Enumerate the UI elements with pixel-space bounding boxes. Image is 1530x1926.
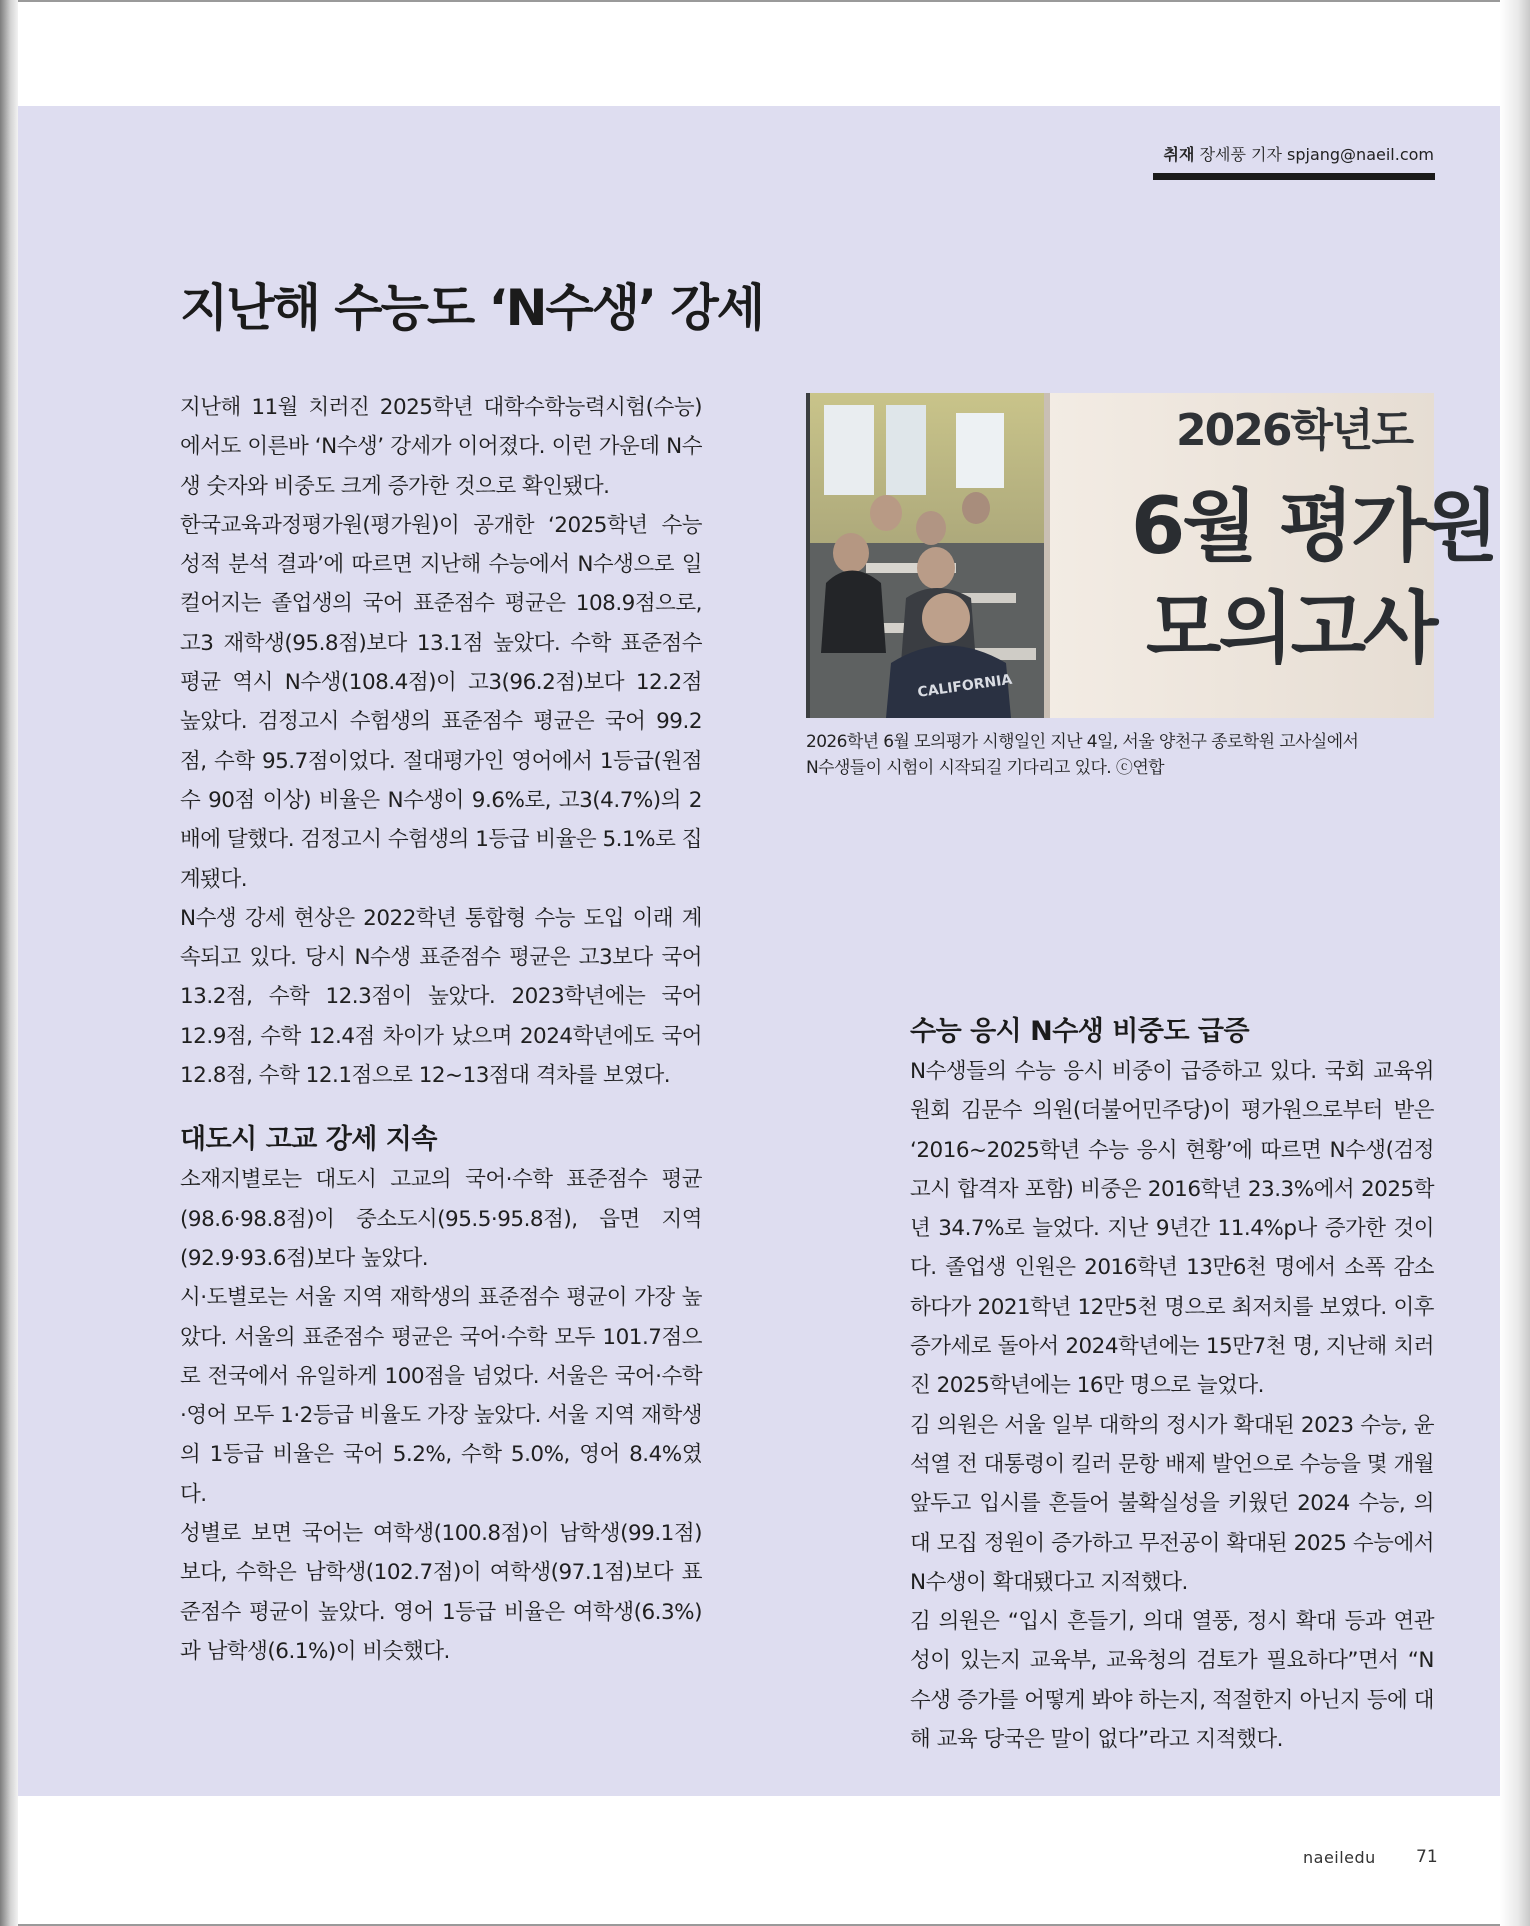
byline-rule xyxy=(1153,173,1435,180)
sign-text-subtitle: 모의고사 xyxy=(1146,584,1436,674)
caption-line: 2026학년 6월 모의평가 시행일인 지난 4일, 서울 양천구 종로학원 고사실에서 xyxy=(806,732,1359,752)
page-spine-shadow xyxy=(0,0,18,1926)
paragraph: N수생 강세 현상은 2022학년 통합형 수능 도입 이래 계속되고 있다. 당시 N수생 표준점수 평균은 고3보다 국어 13.2점, 수학 12.3점이 높았다. 2023학년에는 국어 12.9점, 수학 12.4점 차이가 났으며 2024학년에도 국어 12.8점, 수학 12.1점으로 12~13점대 격차를 보였다. xyxy=(180,905,702,1089)
byline-text: 장세풍 기자 spjang@naeil.com xyxy=(1199,145,1434,164)
right-column xyxy=(910,1012,1434,1759)
paragraph: 시·도별로는 서울 지역 재학생의 표준점수 평균이 가장 높았다. 서울의 표준점수 평균은 국어·수학 모두 101.7점으로 전국에서 유일하게 100점을 넘었다. 서울은 국어·수학·영어 모두 1·2등급 비율도 가장 높았다. 서울 지역 재학생의 1등급 비율은 국어 5.2%, 수학 5.0%, 영어 8.4%였다. xyxy=(180,1285,702,1507)
paragraph: 김 의원은 “입시 흔들기, 의대 열풍, 정시 확대 등과 연관성이 있는지 교육부, 교육청의 검토가 필요하다”면서 “N수생 증가를 어떻게 봐야 하는지, 적절한지 아닌지 등에 대해 교육 당국은 말이 없다”라고 지적했다. xyxy=(910,1609,1434,1753)
paragraph: 지난해 11월 치러진 2025학년 대학수학능력시험(수능)에서도 이른바 ‘N수생’ 강세가 이어졌다. 이런 가운데 N수생 숫자와 비중도 크게 증가한 것으로 확인됐다. xyxy=(180,395,702,499)
paragraph: 김 의원은 서울 일부 대학의 정시가 확대된 2023 수능, 윤석열 전 대통령이 킬러 문항 배제 발언으로 수능을 몇 개월 앞두고 입시를 흔들어 불확실성을 키웠던 2024 수능, 의대 모집 정원이 증가하고 무전공이 확대된 2025 수능에서 N수생이 확대됐다고 지적했다. xyxy=(910,1412,1434,1595)
sign-text-year: 2026학년도 xyxy=(1176,405,1412,456)
photo-caption xyxy=(806,729,1446,781)
byline xyxy=(1164,142,1434,165)
left-column xyxy=(180,388,702,1671)
paragraph: 성별로 보면 국어는 여학생(100.8점)이 남학생(99.1점)보다, 수학은 남학생(102.7점)이 여학생(97.1점)보다 표준점수 평균이 높았다. 영어 1등급 비율은 여학생(6.3%)과 남학생(6.1%)이 비슷했다. xyxy=(180,1521,702,1664)
page-edge-shadow xyxy=(1500,0,1530,1926)
paragraph: N수생들의 수능 응시 비중이 급증하고 있다. 국회 교육위원회 김문수 의원(더불어민주당)이 평가원으로부터 받은 ‘2016~2025학년 수능 응시 현황’에 따르면 N수생(검정고시 합격자 포함) 비중은 2016학년 23.3%에서 2025학년 34.7%로 늘었다. 지난 9년간 11.4%p나 증가한 것이다. 졸업생 인원은 2016학년 13만6천 명에서 소폭 감소하다가 2021학년 12만5천 명으로 최저치를 보였다. 이후 증가세로 돌아서 2024학년에는 15만7천 명, 지난해 치러진 2025학년에는 16만 명으로 늘었다. xyxy=(910,1059,1434,1399)
section-subhead: 대도시 고교 강세 지속 xyxy=(180,1124,437,1156)
sweatshirt-text: CALIFORNIA xyxy=(916,671,1014,701)
page-number: 71 xyxy=(1416,1847,1438,1867)
footer-brand: naeiledu xyxy=(1303,1848,1376,1867)
paragraph: 한국교육과정평가원(평가원)이 공개한 ‘2025학년 수능 성적 분석 결과’에 따르면 지난해 수능에서 N수생으로 일컬어지는 졸업생의 국어 표준점수 평균은 108.9점으로, 고3 재학생(95.8점)보다 13.1점 높았다. 수학 표준점수 평균 역시 N수생(108.4점)이 고3(96.2점)보다 12.2점 높았다. 검정고시 수험생의 표준점수 평균은 국어 99.2점, 수학 95.7점이었다. 절대평가인 영어에서 1등급(원점수 90점 이상) 비율은 N수생이 9.6%로, 고3(4.7%)의 2배에 달했다. 검정고시 수험생의 1등급 비율은 5.1%로 집계됐다. xyxy=(180,512,702,892)
section-subhead: 수능 응시 N수생 비중도 급증 xyxy=(910,1016,1250,1047)
exam-room-illustration xyxy=(806,393,1496,718)
exam-room-photo xyxy=(806,393,1496,718)
caption-line: N수생들이 시험이 시작되길 기다리고 있다. ⓒ연합 xyxy=(806,758,1164,778)
paragraph: 소재지별로는 대도시 고교의 국어·수학 표준점수 평균(98.6·98.8점)이 중소도시(95.5·95.8점), 읍면 지역(92.9·93.6점)보다 높았다. xyxy=(180,1167,702,1271)
sign-text-title: 6월 평가원 xyxy=(1131,482,1496,572)
headline: 지난해 수능도 ‘N수생’ 강세 xyxy=(180,279,764,337)
byline-label: 취재 xyxy=(1163,145,1195,164)
